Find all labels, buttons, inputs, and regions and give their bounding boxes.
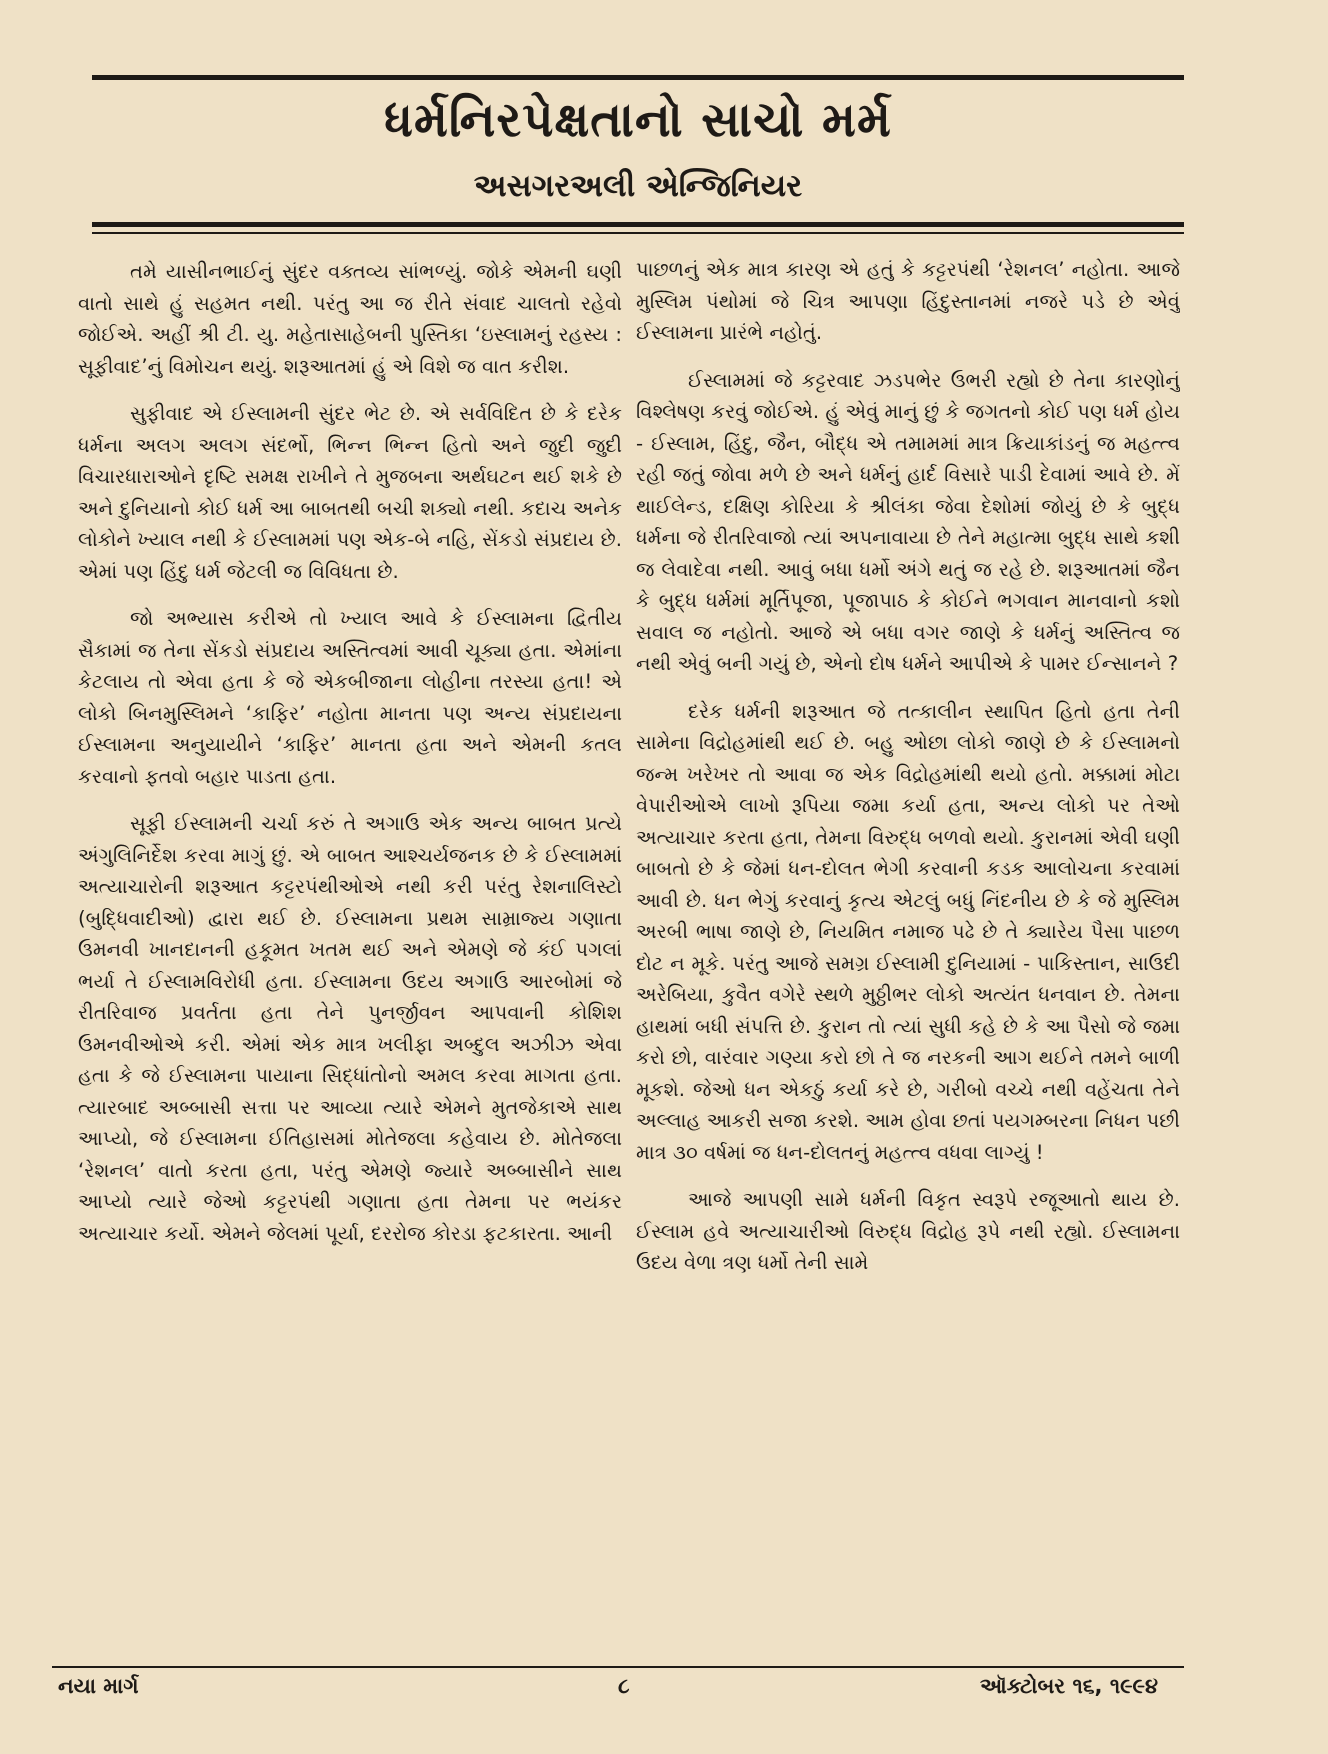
right-column	[636, 254, 1180, 1654]
article-author: અસગરઅલી એન્જિનિયર	[473, 168, 803, 204]
paragraph: પાછળનું એક માત્ર કારણ એ હતું કે કટ્ટરપંથી ‘રેશનલ’ નહોતા. આજે મુસ્લિમ પંથોમાં જે ચિત્ર આપણા હિંદુસ્તાનમાં નજરે પડે છે એવું ઈસ્લામના પ્રારંભે નહોતું.	[636, 258, 1180, 344]
paragraph: ઈસ્લામમાં જે કટ્ટરવાદ ઝડપભેર ઉભરી રહ્યો છે તેના કારણોનું વિશ્લેષણ કરવું જોઈએ. હું એવું માનું છું કે જગતનો કોઈ પણ ધર્મ હોય - ઈસ્લામ, હિંદુ, જૈન, બૌદ્ધ એ તમામમાં માત્ર ક્રિયાકાંડનું જ મહત્ત્વ રહી જતું જોવા મળે છે અને ધર્મનું હાર્દ વિસારે પાડી દેવામાં આવે છે. મેં થાઈલેન્ડ, દક્ષિણ કોરિયા કે શ્રીલંકા જેવા દેશોમાં જોયું છે કે બુદ્ધ ધર્મના જે રીતરિવાજો ત્યાં અપનાવાયા છે તેને મહાત્મા બુદ્ધ સાથે કશી જ લેવાદેવા નથી. આવું બધા ધર્મો અંગે થતું જ રહે છે. શરૂઆતમાં જૈન કે બુદ્ધ ધર્મમાં મૂર્તિપૂજા, પૂજાપાઠ કે કોઈને ભગવાન માનવાનો કશો સવાલ જ નહોતો. આજે એ બધા વગર જાણે કે ધર્મનું અસ્તિત્વ જ નથી એવું બની ગયું છે, એનો દોષ ધર્મને આપીએ કે પામર ઈન્સાનને ?	[636, 368, 1180, 675]
paragraph: દરેક ધર્મની શરૂઆત જે તત્કાલીન સ્થાપિત હિતો હતા તેની સામેના વિદ્રોહમાંથી થઈ છે. બહુ ઓછા લોકો જાણે છે કે ઈસ્લામનો જન્મ ખરેખર તો આવા જ એક વિદ્રોહમાંથી થયો હતો. મક્કામાં મોટા વેપારીઓએ લાખો રૂપિયા જમા કર્યા હતા, અન્ય લોકો પર તેઓ અત્યાચાર કરતા હતા, તેમના વિરુદ્ધ બળવો થયો. કુરાનમાં એવી ઘણી બાબતો છે કે જેમાં ધન-દોલત ભેગી કરવાની કડક આલોચના કરવામાં આવી છે. ધન ભેગું કરવાનું કૃત્ય એટલું બધું નિંદનીય છે કે જે મુસ્લિમ અરબી ભાષા જાણે છે, નિયમિત નમાજ પઢે છે તે ક્યારેય પૈસા પાછળ દોટ ન મૂકે. પરંતુ આજે સમગ્ર ઈસ્લામી દુનિયામાં - પાકિસ્તાન, સાઉદી અરેબિયા, કુવૈત વગેરે સ્થળે મુઠ્ઠીભર લોકો અત્યંત ધનવાન છે. તેમના હાથમાં બધી સંપત્તિ છે. કુરાન તો ત્યાં સુધી કહે છે કે આ પૈસો જે જમા કરો છો, વારંવાર ગણ્યા કરો છો તે જ નરકની આગ થઈને તમને બાળી મૂકશે. જેઓ ધન એકઠું કર્યા કરે છે, ગરીબો વચ્ચે નથી વહેંચતા તેને અલ્લાહ આકરી સજા કરશે. આમ હોવા છતાં પયગમ્બરના નિધન પછી માત્ર ૩૦ વર્ષમાં જ ધન-દોલતનું મહત્ત્વ વધવા લાગ્યું !	[636, 699, 1180, 1164]
publication-name: નયા માર્ગ	[58, 1674, 139, 1698]
header-rule-thin	[92, 232, 1184, 234]
top-rule	[92, 75, 1184, 80]
paragraph: સૂફી ઈસ્લામની ચર્ચા કરું તે અગાઉ એક અન્ય બાબત પ્રત્યે અંગુલિનિર્દેશ કરવા માગું છું. એ બાબત આશ્ચર્યજનક છે કે ઈસ્લામમાં અત્યાચારોની શરૂઆત કટ્ટરપંથીઓએ નથી કરી પરંતુ રેશનાલિસ્ટો (બુદ્ધિવાદીઓ) દ્વારા થઈ છે. ઈસ્લામના પ્રથમ સામ્રાજ્ય ગણાતા ઉમનવી ખાનદાનની હકૂમત ખતમ થઈ અને એમણે જે કંઈ પગલાં ભર્યા તે ઈસ્લામવિરોધી હતા. ઈસ્લામના ઉદય અગાઉ આરબોમાં જે રીતરિવાજ પ્રવર્તતા હતા તેને પુનર્જીવન આપવાની કોશિશ ઉમનવીઓએ કરી. એમાં એક માત્ર ખલીફા અબ્દુલ અઝીઝ એવા હતા કે જે ઈસ્લામના પાયાના સિદ્ધાંતોનો અમલ કરવા માગતા હતા. ત્યારબાદ અબ્બાસી સત્તા પર આવ્યા ત્યારે એમને મુતજેકાએ સાથ આપ્યો, જે ઈસ્લામના ઈતિહાસમાં મોતેજલા કહેવાય છે. મોતેજલા ‘રેશનલ’ વાતો કરતા હતા, પરંતુ એમણે જ્યારે અબ્બાસીને સાથ આપ્યો ત્યારે જેઓ કટ્ટરપંથી ગણાતા હતા તેમના પર ભયંકર અત્યાચાર કર્યો. એમને જેલમાં પૂર્યા, દરરોજ કોરડા ફટકારતા. આની	[78, 812, 622, 1245]
left-column	[78, 256, 622, 1656]
paragraph: આજે આપણી સામે ધર્મની વિકૃત સ્વરૂપે રજૂઆતો થાય છે. ઈસ્લામ હવે અત્યાચારીઓ વિરુદ્ધ વિદ્રોહ રૂપે નથી રહ્યો. ઈસ્લામના ઉદય વેળા ત્રણ ધર્મો તેની સામે	[636, 1188, 1180, 1274]
article-title: ધર્મનિરપેક્ષતાનો સાચો મર્મ	[384, 92, 892, 148]
footer-rule	[52, 1666, 1184, 1668]
paragraph: સુફીવાદ એ ઈસ્લામની સુંદર ભેટ છે. એ સર્વવિદિત છે કે દરેક ધર્મના અલગ અલગ સંદર્ભો, ભિન્ન ભિન્ન હિતો અને જુદી જુદી વિચારધારાઓને દૃષ્ટિ સમક્ષ રાખીને તે મુજબના અર્થઘટન થઈ શકે છે અને દુનિયાનો કોઈ ધર્મ આ બાબતથી બચી શક્યો નથી. કદાચ અનેક લોકોને ખ્યાલ નથી કે ઈસ્લામમાં પણ એક-બે નહિ, સેંકડો સંપ્રદાય છે. એમાં પણ હિંદુ ધર્મ જેટલી જ વિવિધતા છે.	[78, 402, 622, 583]
paragraph: જો અભ્યાસ કરીએ તો ખ્યાલ આવે કે ઈસ્લામના દ્વિતીય સૈકામાં જ તેના સેંકડો સંપ્રદાય અસ્તિત્વમાં આવી ચૂક્યા હતા. એમાંના કેટલાય તો એવા હતા કે જે એકબીજાના લોહીના તરસ્યા હતા! એ લોકો બિનમુસ્લિમને ‘કાફિર’ નહોતા માનતા પણ અન્ય સંપ્રદાયના ઈસ્લામના અનુયાયીને ‘કાફિર’ માનતા હતા અને એમની કતલ કરવાનો ફતવો બહાર પાડતા હતા.	[78, 607, 622, 788]
header-rule-thick	[92, 222, 1184, 227]
page-number: ૮	[618, 1674, 630, 1698]
issue-date: ઑક્ટોબર ૧૬, ૧૯૯૪	[980, 1674, 1158, 1698]
paragraph: તમે યાસીનભાઈનું સુંદર વક્તવ્ય સાંભળ્યું. જોકે એમની ઘણી વાતો સાથે હું સહમત નથી. પરંતુ આ જ રીતે સંવાદ ચાલતો રહેવો જોઈએ. અહીં શ્રી ટી. યુ. મહેતાસાહેબની પુસ્તિકા ‘ઇસ્લામનું રહસ્ય : સૂફીવાદ’નું વિમોચન થયું. શરૂઆતમાં હું એ વિશે જ વાત કરીશ.	[78, 260, 622, 378]
